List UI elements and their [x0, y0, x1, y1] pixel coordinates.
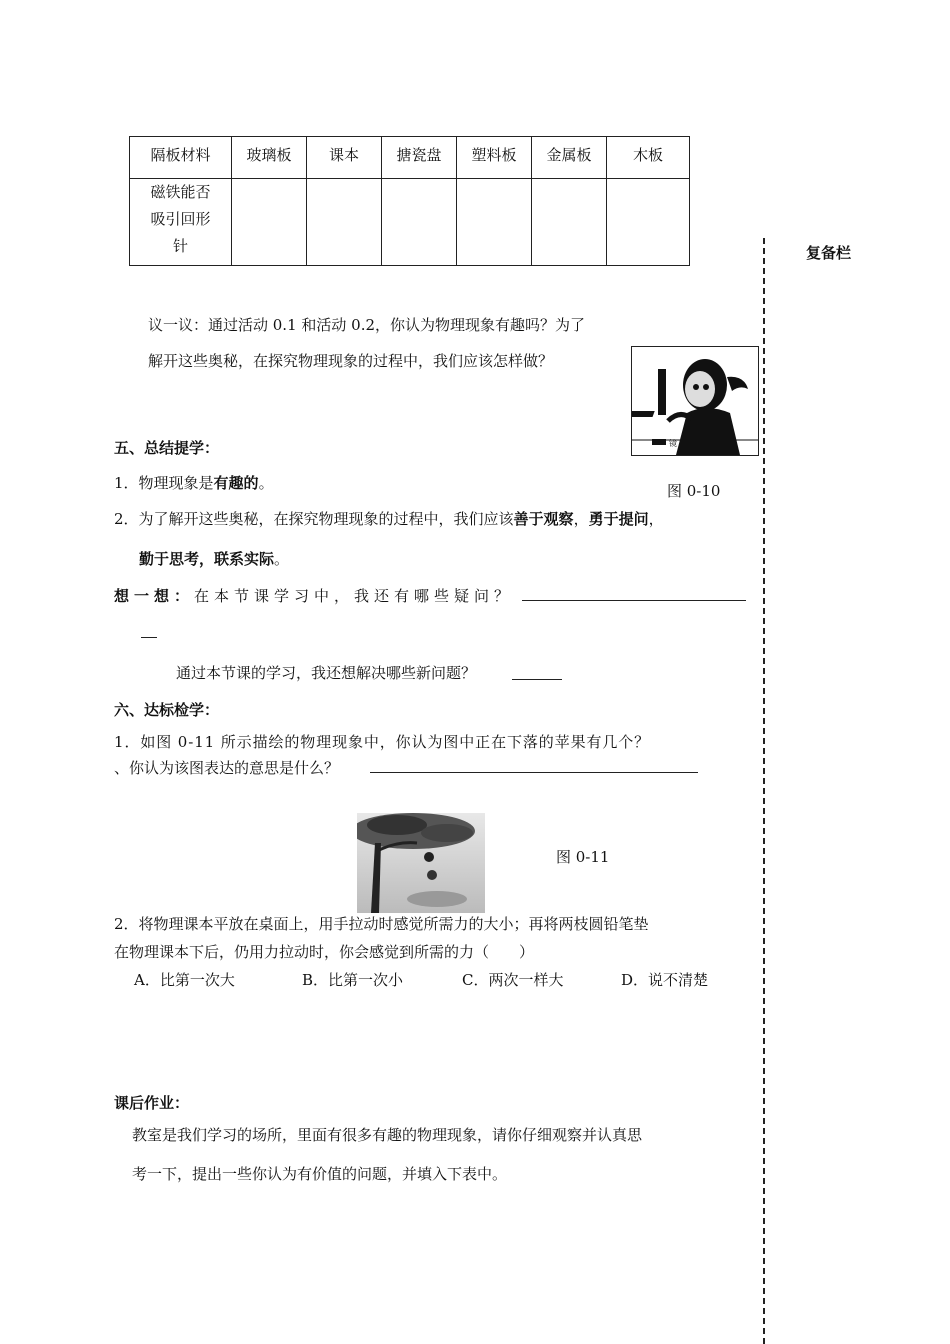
table-header-cell: 隔板材料	[130, 137, 232, 179]
answer-blank-2[interactable]	[512, 679, 562, 680]
table-cell	[607, 179, 690, 266]
sidebar-title: 复备栏	[806, 244, 852, 262]
option-a[interactable]: A．比第一次大	[134, 971, 235, 989]
table-header-cell: 金属板	[532, 137, 607, 179]
answer-blank-1[interactable]	[522, 600, 746, 601]
think-label: 想一想：	[114, 587, 195, 605]
summary-item-2-bold-ask: 勇于提问	[588, 510, 649, 528]
summary-item-1-bold: 有趣的	[213, 474, 259, 492]
table-header-cell: 玻璃板	[232, 137, 307, 179]
summary-item-1-text: 1．物理现象是	[114, 474, 214, 492]
table-row	[130, 179, 690, 266]
think-question-2: 通过本节课的学习，我还想解决哪些新问题？	[176, 664, 477, 682]
question-1-line-2: 、你认为该图表达的意思是什么？	[114, 759, 340, 777]
answer-blank-1-continued[interactable]	[141, 637, 157, 638]
homework-heading: 课后作业：	[114, 1094, 190, 1112]
question-1-line-1: 1．如图 0-11 所示描绘的物理现象中，你认为图中正在下落的苹果有几个？	[114, 733, 651, 751]
question-2-line-1: 2．将物理课本平放在桌面上，用手拉动时感觉所需力的大小；再将两枝圆铅笔垫	[114, 915, 649, 933]
summary-item-1	[114, 472, 274, 493]
section-5-heading: 五、总结提学：	[114, 439, 220, 457]
summary-item-2-line-2	[139, 548, 289, 569]
row-label-cell	[130, 179, 232, 266]
table-header-cell: 搪瓷盘	[382, 137, 457, 179]
sidebar-divider	[763, 238, 765, 1344]
summary-item-2-bold-observe: 善于观察	[513, 510, 574, 528]
discuss-line-1: 议一议：通过活动 0.1 和活动 0.2，你认为物理现象有趣吗？为了	[148, 316, 586, 334]
section-6-heading: 六、达标检学：	[114, 701, 220, 719]
discuss-line-2: 解开这些奥秘，在探究物理现象的过程中，我们应该怎样做？	[148, 352, 554, 370]
apple-tree-icon	[357, 813, 485, 913]
table-header-cell: 木板	[607, 137, 690, 179]
table-cell	[232, 179, 307, 266]
figure-tag: 镜	[669, 439, 677, 448]
figure-girl-illustration	[631, 346, 759, 456]
summary-item-2-end: ，	[648, 510, 664, 528]
material-table	[129, 136, 690, 266]
figure-apple-tree	[357, 813, 485, 913]
figure-010-caption: 图 0-10	[667, 482, 721, 500]
table-header-cell: 塑料板	[457, 137, 532, 179]
table-header-row	[130, 137, 690, 179]
table-cell	[382, 179, 457, 266]
option-b[interactable]: B．比第一次小	[302, 971, 404, 989]
homework-line-1: 教室是我们学习的场所，里面有很多有趣的物理现象，请你仔细观察并认真思	[132, 1126, 643, 1144]
row-label-line: 吸引回形	[150, 210, 211, 228]
table-cell	[457, 179, 532, 266]
answer-blank-3[interactable]	[370, 772, 698, 773]
summary-item-2-text: 2．为了解开这些奥秘，在探究物理现象的过程中，我们应该	[114, 510, 514, 528]
table-header-cell: 课本	[307, 137, 382, 179]
summary-item-2	[114, 508, 664, 529]
row-label-line: 磁铁能否	[150, 183, 211, 201]
figure-011-caption: 图 0-11	[556, 848, 610, 866]
table-cell	[532, 179, 607, 266]
option-c[interactable]: C．两次一样大	[462, 971, 564, 989]
table-cell	[307, 179, 382, 266]
summary-item-2-line-2-bold: 勤于思考，联系实际	[139, 550, 275, 568]
row-label-line: 针	[172, 237, 188, 255]
think-line	[114, 585, 514, 606]
summary-item-2-sep: ，	[573, 510, 589, 528]
girl-at-computer-icon	[632, 347, 758, 455]
summary-item-1-suffix: 。	[258, 474, 274, 492]
question-2-line-2: 在物理课本下后，仍用力拉动时，你会感觉到所需的力（ ）	[114, 943, 535, 961]
summary-item-2-line-2-end: 。	[274, 550, 290, 568]
homework-line-2: 考一下，提出一些你认为有价值的问题，并填入下表中。	[132, 1165, 508, 1183]
think-question: 在本节课学习中，我还有哪些疑问？	[194, 587, 515, 605]
option-d[interactable]: D．说不清楚	[621, 971, 709, 989]
